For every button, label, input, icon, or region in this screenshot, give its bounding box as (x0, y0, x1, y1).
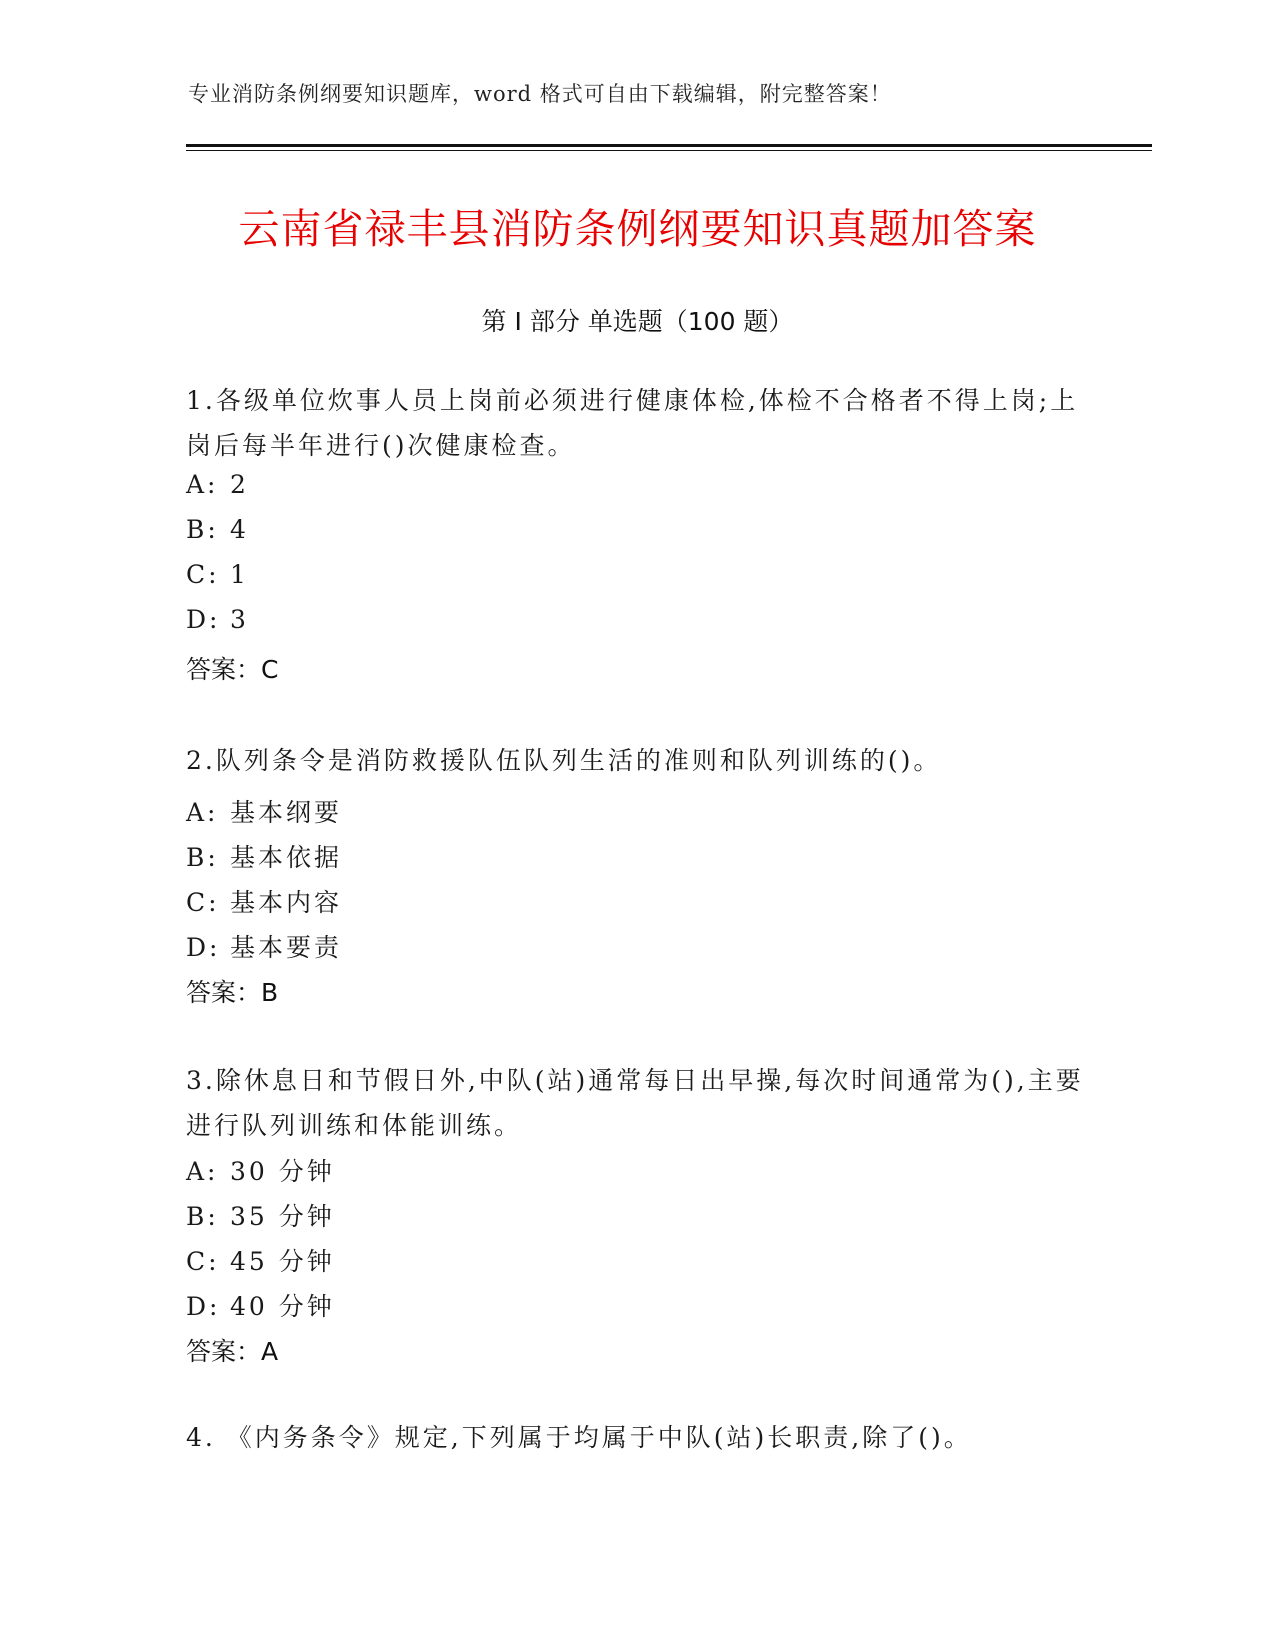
option-letter: A: (186, 470, 219, 499)
option-letter: C: (186, 888, 220, 917)
option-letter: B: (186, 1202, 219, 1231)
question-4-stem: 4. 《内务条令》规定,下列属于均属于中队(站)长职责,除了()。 (186, 1423, 972, 1452)
option-text: 4 (230, 515, 249, 544)
option-text: 3 (230, 605, 249, 634)
question-2-option-a (186, 793, 342, 829)
option-letter: D: (186, 1292, 221, 1321)
option-letter: D: (186, 933, 221, 962)
header-rule-thick (186, 144, 1152, 147)
header-rule-thin (186, 150, 1152, 151)
option-text: 30 分钟 (230, 1157, 335, 1186)
question-3-answer: 答案：A (186, 1337, 279, 1366)
option-letter: B: (186, 843, 219, 872)
question-1-option-c (186, 560, 249, 589)
option-letter: A: (186, 1157, 219, 1186)
option-letter: C: (186, 560, 220, 589)
question-2-answer: 答案：B (186, 978, 279, 1007)
question-2-stem: 2.队列条令是消防救援队伍队列生活的准则和队列训练的()。 (186, 746, 942, 775)
question-2-option-c (186, 883, 342, 919)
question-1-option-a (186, 470, 249, 499)
question-1-option-d (186, 605, 249, 634)
question-1-answer: 答案：C (186, 655, 279, 684)
option-text: 基本依据 (230, 843, 343, 872)
option-letter: C: (186, 1247, 220, 1276)
question-3-option-d (186, 1287, 335, 1323)
option-letter: D: (186, 605, 221, 634)
question-2-option-d (186, 928, 342, 964)
question-3-option-b (186, 1197, 335, 1233)
header-note: 专业消防条例纲要知识题库，word 格式可自由下载编辑，附完整答案！ (188, 82, 892, 106)
option-text: 45 分钟 (230, 1247, 335, 1276)
question-3-option-c (186, 1242, 335, 1278)
option-text: 基本内容 (230, 888, 343, 917)
question-1-option-b (186, 515, 249, 544)
option-text: 2 (230, 470, 249, 499)
option-text: 35 分钟 (230, 1202, 335, 1231)
option-letter: A: (186, 798, 219, 827)
option-text: 40 分钟 (230, 1292, 335, 1321)
question-3-option-a (186, 1152, 335, 1188)
option-text: 1 (230, 560, 249, 589)
option-letter: B: (186, 515, 219, 544)
option-text: 基本纲要 (230, 798, 343, 827)
question-2-option-b (186, 838, 342, 874)
document-title: 云南省禄丰县消防条例纲要知识真题加答案 (238, 205, 1037, 253)
question-3-stem: 3.除休息日和节假日外,中队(站)通常每日出早操,每次时间通常为(),主要进行队列训练和体能训练。 (186, 1066, 1084, 1140)
section-title: 第 I 部分 单选题（100 题） (481, 307, 794, 336)
option-text: 基本要责 (230, 933, 343, 962)
question-1-stem: 1.各级单位炊事人员上岗前必须进行健康体检,体检不合格者不得上岗;上岗后每半年进行()次健康检查。 (186, 386, 1079, 460)
